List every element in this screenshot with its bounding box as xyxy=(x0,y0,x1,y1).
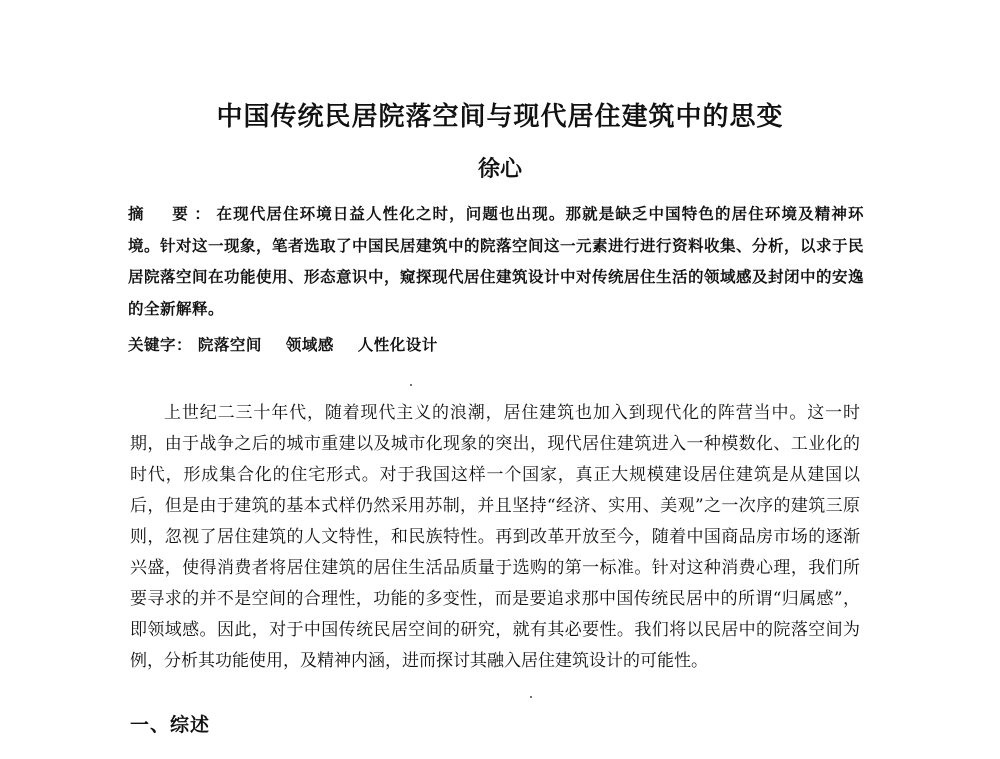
scan-speck xyxy=(530,696,532,698)
keywords-label: 关键字： xyxy=(128,335,193,354)
paper-title: 中国传统民居院落空间与现代居住建筑中的思变 xyxy=(216,102,784,132)
scan-speck xyxy=(410,384,412,386)
paper-author: 徐心 xyxy=(477,157,522,182)
keywords xyxy=(128,333,864,355)
section-heading: 一、综述 xyxy=(130,714,211,736)
abstract xyxy=(128,198,864,324)
abstract-text: 在现代居住环境日益人性化之时，问题也出现。那就是缺乏中国特色的居住环境及精神环境。针对这一现象，笔者选取了中国民居建筑中的院落空间这一元素进行进行资料收集、分析，以求于民居院落空间在功能使用、形态意识中，窥探现代居住建筑设计中对传统居住生活的领域感及封闭中的安逸的全新解释。 xyxy=(128,204,865,318)
abstract-label: 摘 要： xyxy=(128,204,217,223)
body-paragraph: 上世纪二三十年代，随着现代主义的浪潮，居住建筑也加入到现代化的阵营当中。这一时期，由于战争之后的城市重建以及城市化现象的突出，现代居住建筑进入一种模数化、工业化的时代，形成集合化的住宅形式。对于我国这样一个国家，真正大规模建设居住建筑是从建国以后，但是由于建筑的基本式样仍然采用苏制，并且坚持“经济、实用、美观”之一次序的建筑三原则，忽视了居住建筑的人文特性，和民族特性。再到改革开放至今，随着中国商品房市场的逐渐兴盛，使得消费者将居住建筑的居住生活品质量于选购的第一标准。针对这种消费心理，我们所要寻求的并不是空间的合理性，功能的多变性，而是要追求那中国传统民居中的所谓“归属感”，即领域感。因此，对于中国传统民居空间的研究，就有其必要性。我们将以民居中的院落空间为例，分析其功能使用，及精神内涵，进而探讨其融入居住建筑设计的可能性。 xyxy=(130,403,860,671)
keyword: 院落空间 xyxy=(197,335,262,354)
keyword: 领域感 xyxy=(285,335,334,354)
keyword: 人性化设计 xyxy=(357,335,438,354)
